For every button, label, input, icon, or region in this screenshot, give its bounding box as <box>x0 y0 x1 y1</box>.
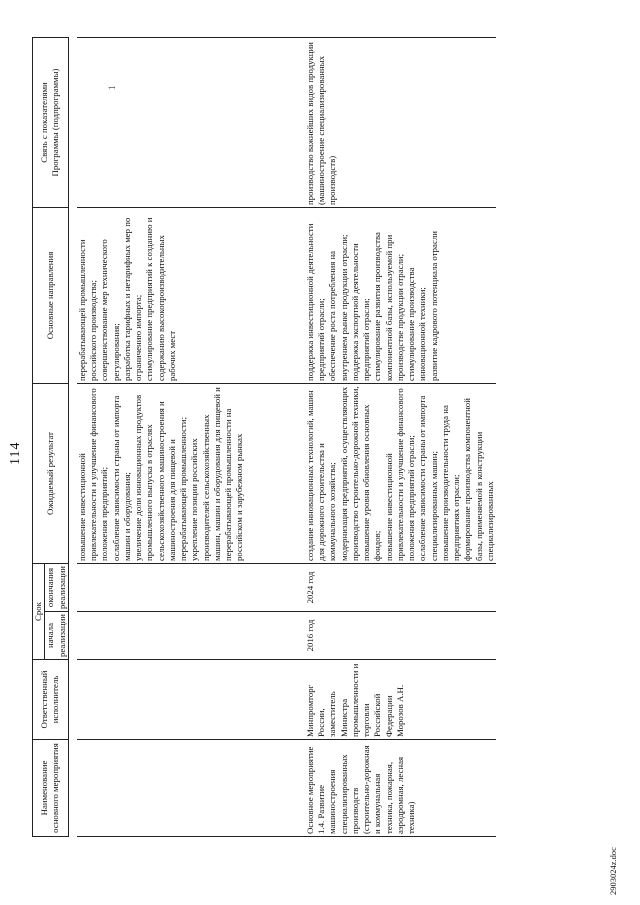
header-result: Ожидаемый результат <box>33 384 69 564</box>
direction-item: поддержка экспортной деятельности предприятий отрасли; <box>349 243 371 381</box>
direction-item: обеспечение роста потребления на внутреннем рынке продукции отрасли; <box>327 234 349 381</box>
row2-start: 2016 год <box>305 612 496 660</box>
direction-item: совершенствование мер технического регулирования; <box>99 239 121 381</box>
row1-link <box>77 38 305 208</box>
direction-item: перерабатывающей промышленности российского производства; <box>76 239 98 381</box>
direction-item: стимулирование предприятий к созданию и содержанию высокопроизводительных рабочих мест <box>144 217 177 381</box>
row2-name: Основное мероприятие 1.4. Развитие машиностроения специализированных производств (строительно-дорожная и коммунальная техника, пожарная, аэродромная, лесная техника) <box>305 740 496 837</box>
direction-item: разработка тарифных и нетарифных мер по ограничению импорта; <box>121 217 143 381</box>
result-item: ослабление зависимости страны от импорта машин и оборудования; <box>110 395 132 561</box>
result-item: ослабление зависимости страны от импорта специализированных машин; <box>417 395 439 561</box>
page-number: 114 <box>8 441 23 465</box>
result-item: создание инновационных технологий, машин для дорожного строительства и коммунального хозяйства; <box>304 390 338 561</box>
table-row-measure-1-4 <box>305 38 496 837</box>
header-name: Наименование основного мероприятия <box>33 740 69 837</box>
row1-responsible <box>77 660 305 740</box>
row1-start <box>77 612 305 660</box>
table-gap <box>68 38 77 837</box>
row2-directions <box>305 208 496 384</box>
header-start: начала реализации <box>45 612 69 660</box>
result-item: модернизация предприятий, осуществляющих производство строительно-дорожной техники, повышение уровня обновления основных фондов; <box>338 386 383 561</box>
scan-mark: 1 <box>107 85 117 90</box>
direction-item: стимулирование развития производства компонентной базы, используемой при производстве продукции отрасли; <box>372 232 405 381</box>
header-end: окончания реализации <box>45 564 69 612</box>
row2-link: производство важнейших видов продукции (машиностроение специализированных производств) <box>305 38 496 208</box>
row2-responsible: Минпромторг России, заместитель Министра промышленности и торговли Российской Федерации Морозов А.Н. <box>305 660 496 740</box>
result-item: повышение производительности труда на предприятиях отрасли; <box>439 405 461 561</box>
header-term: Срок <box>33 564 45 660</box>
header-responsible: Ответственный исполнитель <box>33 660 69 740</box>
table-row-continuation <box>77 38 305 837</box>
row1-end <box>77 564 305 612</box>
measures-table <box>32 37 496 837</box>
row1-result <box>77 384 305 564</box>
row1-directions <box>77 208 305 384</box>
direction-item: поддержка инвестиционной деятельности предприятий отрасли; <box>304 223 326 381</box>
header-directions: Основные направления <box>33 208 69 384</box>
direction-item: развитие кадрового потенциала отрасли <box>428 231 439 381</box>
result-item: укрепление позиции российских производителей сельскохозяйственных машин, машин и оборудования для пищевой и перерабатывающей промышленности на российском и зарубежном рынках <box>189 387 245 561</box>
result-item: формирование производства компонентной базы, применяемой в конструкции специализированных <box>462 398 495 561</box>
row2-end: 2024 год <box>305 564 496 612</box>
result-item: повышение инвестиционной привлекательности и улучшение финансового положения предприятий отрасли; <box>383 388 416 561</box>
header-link: Связь с показателями Программы (подпрограммы) <box>33 38 69 208</box>
document-id: 2903024z.doc <box>608 847 618 895</box>
row1-name <box>77 740 305 837</box>
result-item: повышение инвестиционной привлекательности и улучшение финансового положения предприятий; <box>76 388 110 561</box>
direction-item: стимулирование производства инновационной техники; <box>406 267 428 381</box>
result-item: увеличение доли инновационных продуктов промышленного выпуска в отраслях сельскохозяйственного машиностроения и машиностроения для пищевой и перерабатывающей промышленности; <box>133 394 188 561</box>
row2-result <box>305 384 496 564</box>
